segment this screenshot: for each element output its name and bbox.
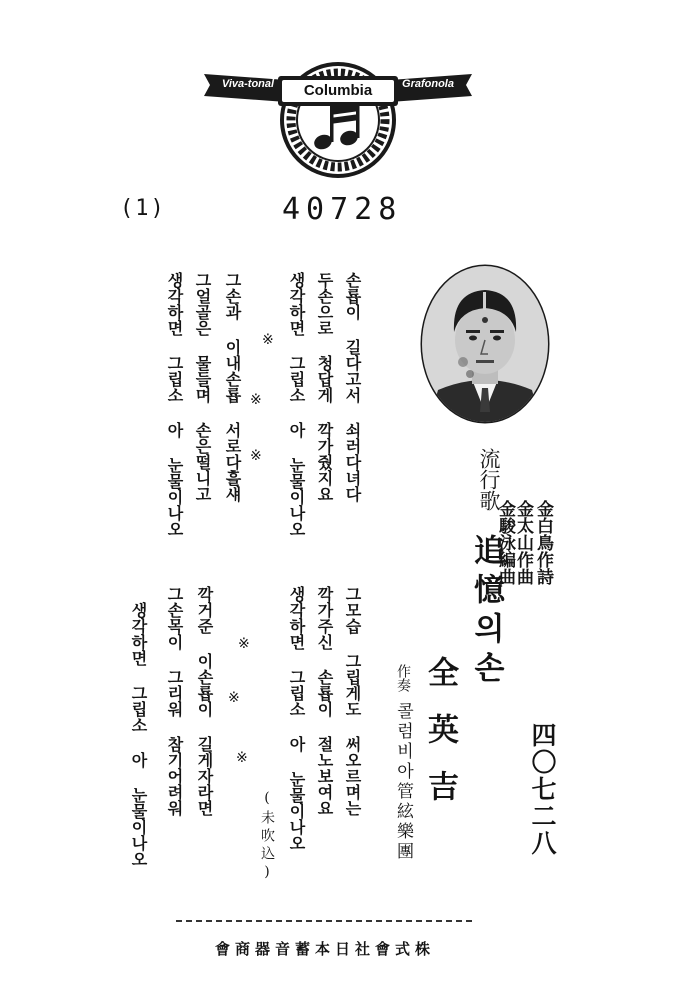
logo-right-text: Grafonola [402,78,454,90]
genre-label: 流行歌 [477,448,501,511]
logo-center-text: Columbia [303,82,373,99]
verse1-line3: 생각하면 그립소 아 눈물이나오 [287,272,306,537]
verse4-line1: 깍거준 이손룝이 길게자라면 [195,586,214,816]
separator-mark: ※ [250,392,262,408]
record-number: 40728 [282,192,403,227]
catalog-number: 四〇七二八 [528,722,557,857]
separator-mark: ※ [228,690,240,706]
verse2-line3: 생각하면 그립소 아 눈물이나오 [165,272,184,537]
verse4-line3: 생각하면 그립소 아 눈물이나오 [129,602,148,867]
singer-portrait [418,262,552,426]
verse3-line1: 그모습 그립게도 써오르며는 [343,586,362,816]
side-label: (1) [120,196,166,221]
verse3-line3: 생각하면 그립소 아 눈물이나오 [287,586,306,851]
logo-left-text: Viva-tonal [221,78,275,90]
verse1-line1: 손룝이 길다고서 쇠러다녀다 [343,272,362,502]
verse2-line1: 그손과 이내손룝 서로다흘섀 [223,272,242,502]
song-title: 追憶의손 [468,534,504,690]
accompaniment: 콜럼비아管絃樂團 [393,702,413,862]
verse3-note: (未吹込) [259,790,275,884]
separator-mark: ※ [236,750,248,766]
separator-mark: ※ [238,636,250,652]
verse1-line2: 두손으로 청답게 깍가줬지요 [315,272,334,502]
separator-mark: ※ [250,448,262,464]
credit-lyrics: 金白鳥作詩 [533,500,553,585]
credit-arranger: 金駿泳編曲 [495,500,515,585]
separator-mark: ※ [262,332,274,348]
portrait-illustration [418,262,552,426]
verse3-line2: 깍가주신 손룝이 절노보여요 [315,586,334,816]
footer-divider [176,920,472,922]
performer-role: 作奏 [395,664,411,692]
columbia-logo-graphic [200,56,476,178]
verse4-line2: 그손목이 그리워 참기어려워 [165,586,184,816]
singer-name: 全英吉 [422,656,458,827]
credit-composer: 金太山作曲 [513,500,533,585]
columbia-logo [200,56,476,178]
publisher-name: 會商器音蓄本日社會式株 [214,940,435,958]
verse2-line2: 그얼골은 물들며 손은떨니고 [193,272,212,502]
